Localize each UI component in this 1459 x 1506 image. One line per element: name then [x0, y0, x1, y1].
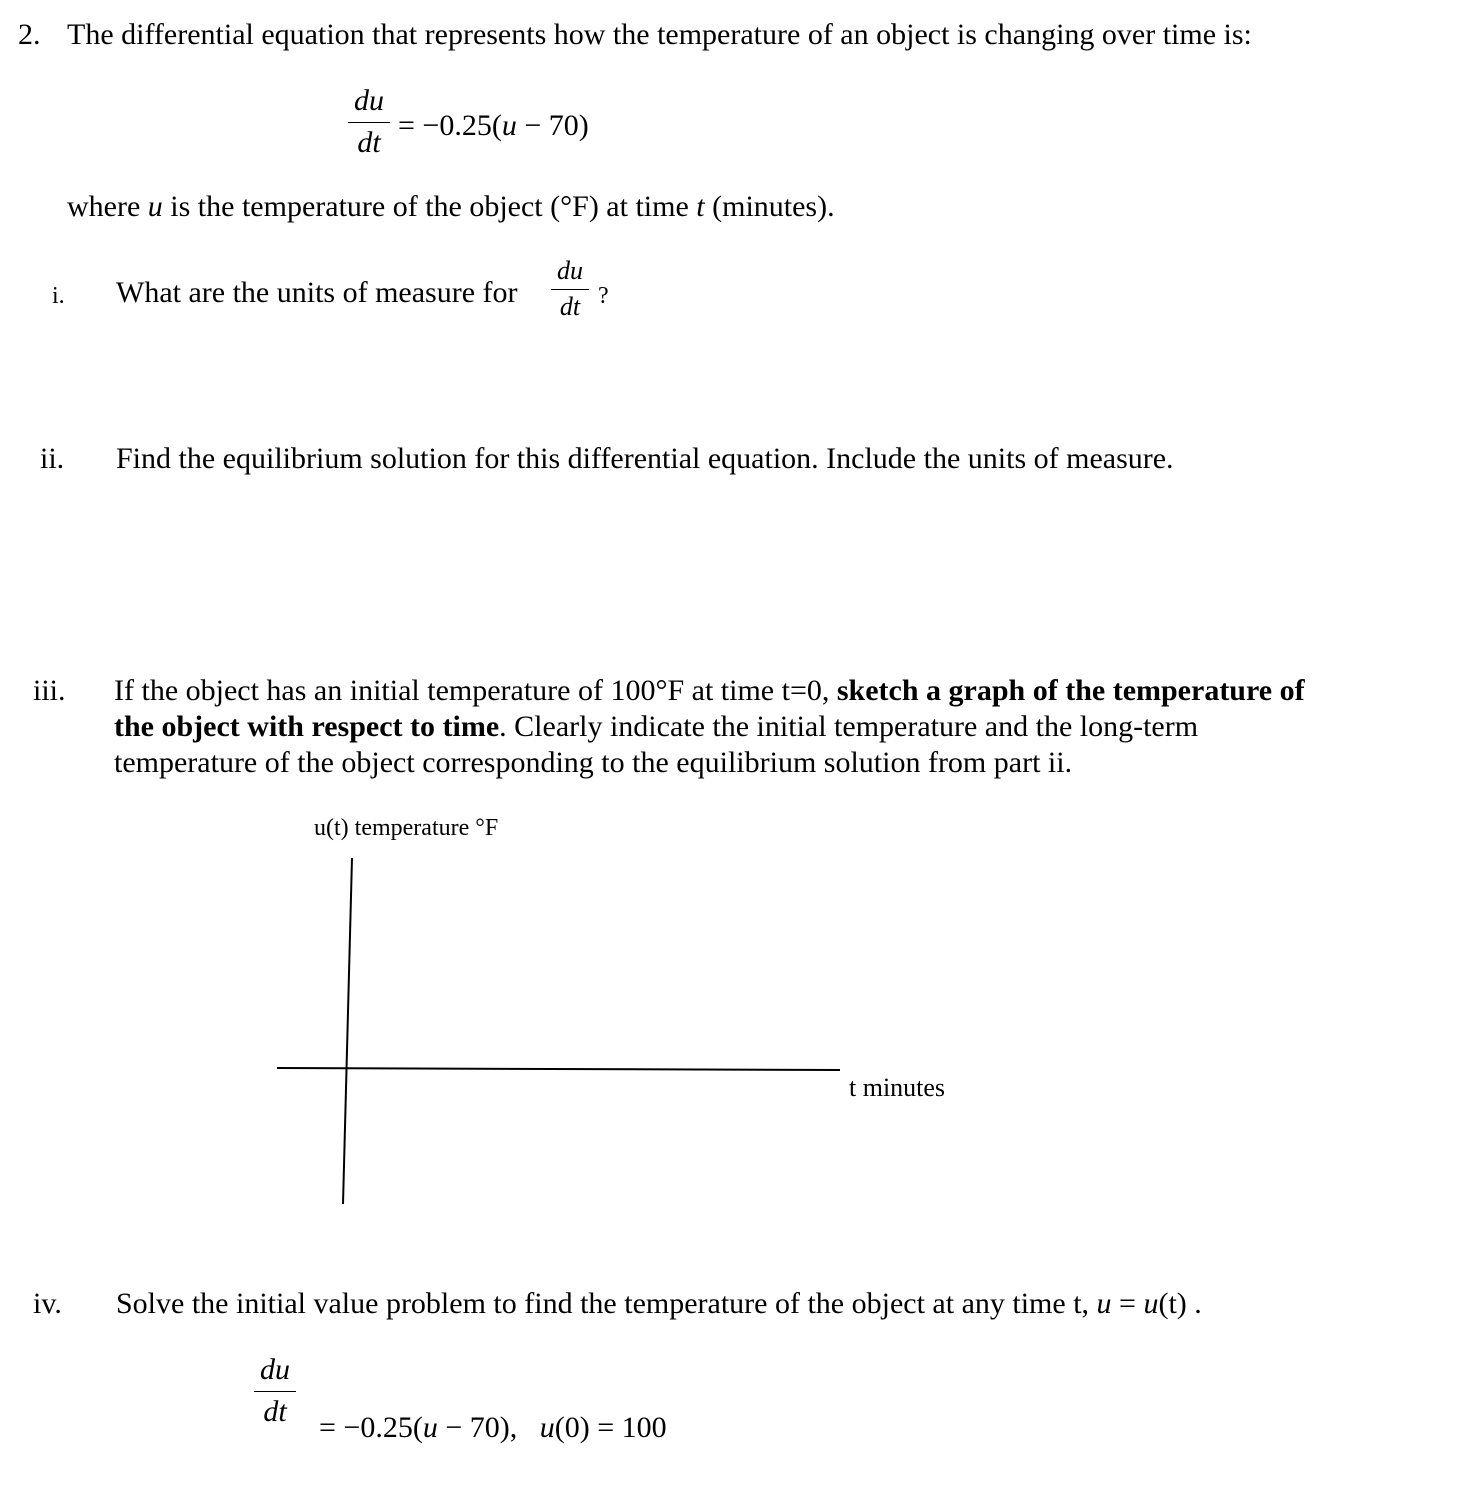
part-iv-text-pre: Solve the initial value problem to find the temperature of the object at any time t, — [116, 1287, 1097, 1320]
graph-x-axis — [277, 1068, 840, 1070]
part-iv-post: . — [1186, 1287, 1202, 1320]
part-iii-line2-plain: . Clearly indicate the initial temperature and the long-term — [499, 710, 1199, 743]
main-eq-var-u: u — [501, 109, 517, 142]
main-eq-rhs-start: = −0.25( — [398, 109, 502, 142]
problem-number: 2. — [18, 18, 41, 51]
where-var-t: t — [696, 190, 705, 223]
part-ii-marker: ii. — [40, 442, 65, 475]
fraction-bar — [254, 1391, 296, 1392]
where-line — [67, 190, 835, 224]
problem-intro: The differential equation that represents how the temperature of an object is changing over time is: — [67, 18, 1252, 51]
part-i-numerator: du — [557, 256, 583, 285]
where-mid: is the temperature of the object (°F) at time — [162, 190, 697, 223]
part-iv-eq-var: u — [422, 1411, 438, 1444]
where-pre: where — [67, 190, 148, 223]
graph-y-axis — [343, 858, 352, 1204]
graph-axes — [270, 850, 850, 1210]
part-iv-fraction — [254, 1355, 296, 1427]
part-iv-denominator: dt — [263, 1395, 287, 1428]
graph-y-label: u(t) temperature °F — [314, 815, 499, 841]
part-iv-numerator: du — [260, 1353, 290, 1386]
part-iii-marker: iii. — [33, 674, 66, 707]
main-eq-denominator: dt — [357, 126, 381, 159]
part-iv-var-u: u — [1096, 1287, 1112, 1320]
part-iv-marker: iv. — [33, 1287, 62, 1320]
part-iv-equation — [304, 1377, 667, 1445]
part-iv-func-arg: (t) — [1158, 1287, 1187, 1320]
graph-x-label: t minutes — [849, 1073, 946, 1102]
where-var-u: u — [147, 190, 163, 223]
fraction-bar — [348, 122, 390, 123]
main-eq-rhs — [398, 109, 589, 143]
part-i-fraction — [551, 258, 589, 320]
part-iv-ic-rest: (0) = 100 — [554, 1411, 667, 1444]
part-iii-line1-plain: If the object has an initial temperature of 100°F at time t=0, — [114, 674, 837, 707]
part-iv-eq-rhs-a: = −0.25( — [319, 1411, 423, 1444]
part-iv-eq: = — [1111, 1287, 1144, 1320]
part-iii-line1 — [114, 674, 1305, 708]
part-ii-text: Find the equilibrium solution for this differential equation. Include the units of measure. — [116, 442, 1174, 475]
part-iii-line3: temperature of the object corresponding to the equilibrium solution from part ii. — [114, 746, 1073, 779]
part-i-qmark: ? — [598, 283, 609, 309]
part-iv-func: u — [1143, 1287, 1159, 1320]
part-i-marker: i. — [52, 283, 65, 309]
part-iv-text — [116, 1287, 1202, 1321]
part-iii-line2-bold: the object with respect to time — [114, 710, 500, 743]
part-iii-line1-bold: sketch a graph of the temperature of — [836, 674, 1305, 707]
main-eq-numerator: du — [354, 84, 384, 117]
part-i-denominator: dt — [559, 292, 581, 321]
part-i-text: What are the units of measure for — [116, 276, 518, 309]
part-iii-line2 — [114, 710, 1198, 744]
part-iv-eq-rhs-b: − 70), — [437, 1411, 540, 1444]
main-eq-rhs-end: − 70) — [516, 109, 589, 142]
main-eq-fraction — [348, 86, 390, 158]
where-post: (minutes). — [704, 190, 835, 223]
fraction-bar — [551, 289, 589, 290]
part-iv-ic-var: u — [539, 1411, 555, 1444]
